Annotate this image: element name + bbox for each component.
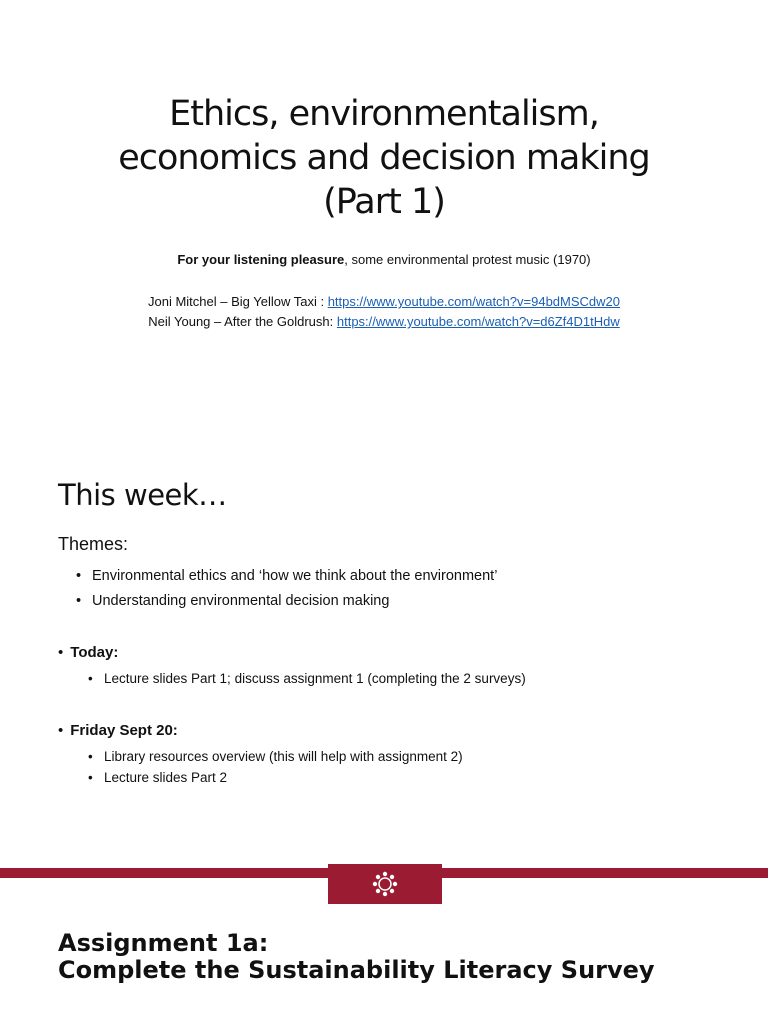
- list-item: • Environmental ethics and ‘how we think about the environment’: [76, 564, 497, 589]
- music-link-row: [0, 292, 768, 312]
- slide-title: [0, 0, 768, 440]
- assignment-title-line-2: Complete the Sustainability Literacy Survey: [58, 956, 655, 984]
- music-link-row: [0, 312, 768, 332]
- youtube-link[interactable]: https://www.youtube.com/watch?v=d6Zf4D1tHdw: [336, 314, 620, 329]
- music-link-label: Neil Young – After the Goldrush:: [148, 314, 337, 329]
- listening-note-rest: , some environmental protest music (1970): [344, 252, 591, 267]
- title-line-3: (Part 1): [323, 182, 445, 222]
- themes-list: [76, 564, 497, 614]
- title-line-2: economics and decision making: [118, 138, 650, 178]
- assignment-title: [58, 930, 655, 984]
- list-item: • Library resources overview (this will help with assignment 2): [88, 746, 463, 767]
- today-list: [88, 668, 526, 689]
- youtube-link[interactable]: https://www.youtube.com/watch?v=94bdMSCdw20: [327, 294, 620, 309]
- listening-note-bold: For your listening pleasure: [177, 252, 345, 267]
- assignment-title-line-1: Assignment 1a:: [58, 929, 269, 957]
- friday-list: [88, 746, 463, 788]
- slide-assignment: [0, 864, 768, 1024]
- friday-heading: • Friday Sept 20:: [58, 722, 178, 739]
- today-heading: • Today:: [58, 644, 118, 661]
- list-item: • Understanding environmental decision making: [76, 589, 497, 614]
- music-link-label: Joni Mitchel – Big Yellow Taxi :: [148, 294, 328, 309]
- university-crest-icon: [371, 870, 399, 898]
- list-item: • Lecture slides Part 2: [88, 767, 463, 788]
- logo-tab: [328, 864, 442, 904]
- music-links: [0, 292, 768, 332]
- themes-label: Themes:: [58, 534, 129, 554]
- title-line-1: Ethics, environmentalism,: [169, 94, 599, 134]
- slide-this-week: [0, 460, 768, 860]
- listening-note: [0, 252, 768, 267]
- list-item: • Lecture slides Part 1; discuss assignment 1 (completing the 2 surveys): [88, 668, 526, 689]
- slide-title-heading: [40, 92, 728, 224]
- this-week-title: This week…: [58, 478, 227, 512]
